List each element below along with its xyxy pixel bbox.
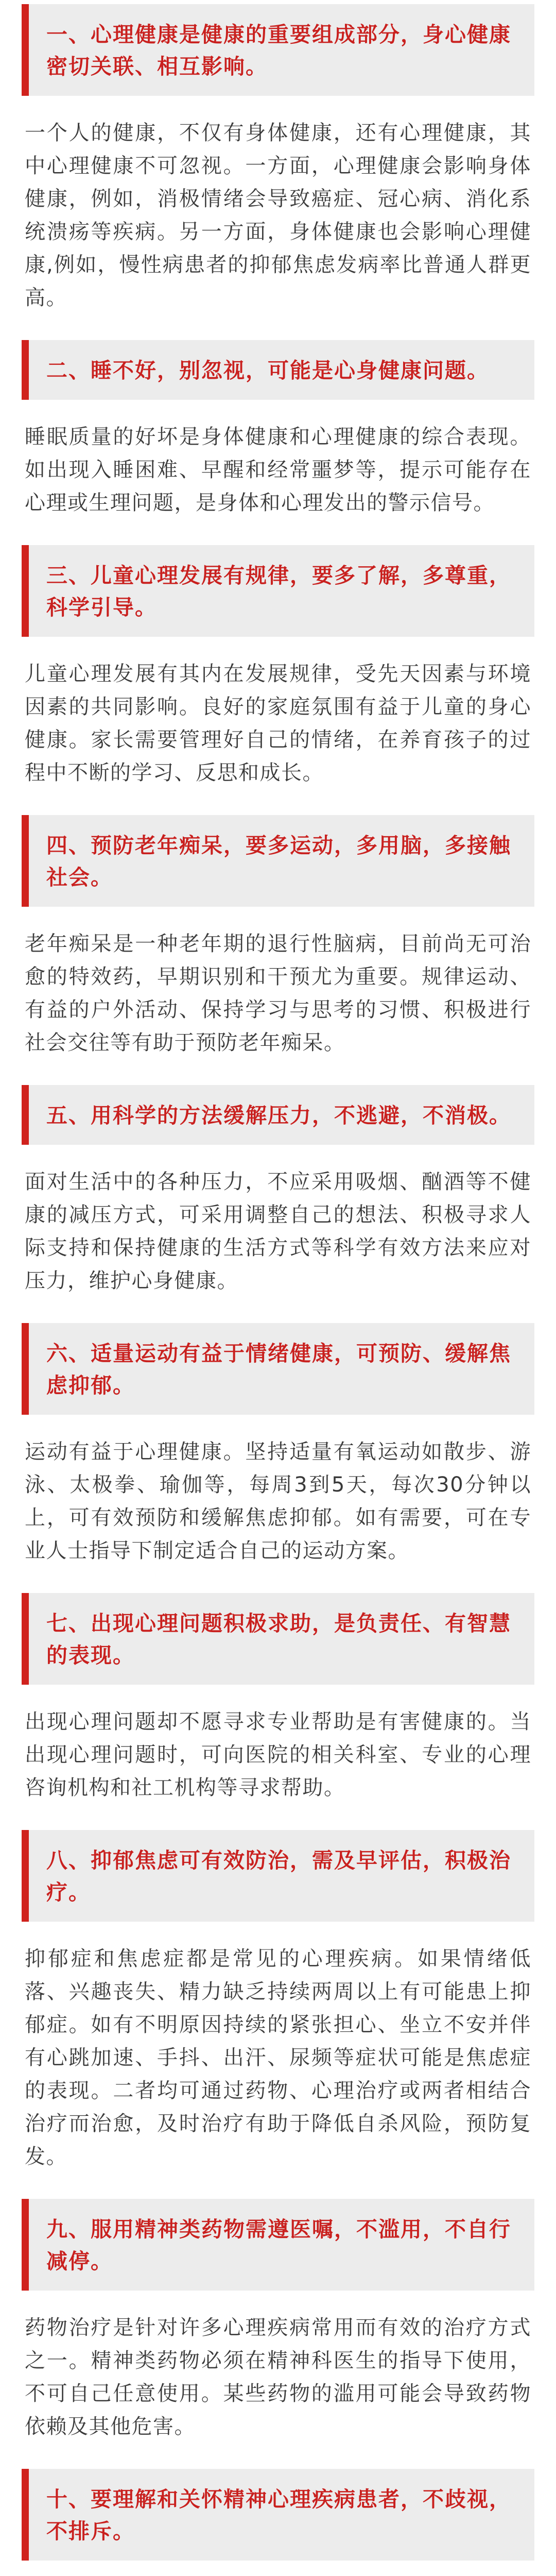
section-heading xyxy=(22,1593,534,1685)
section-body: 一个人的健康，不仅有身体健康，还有心理健康，其中心理健康不可忽视。一方面，心理健康会影响身体健康，例如，消极情绪会导致癌症、冠心病、消化系统溃疡等疾病。另一方面，身体健康也会影响心理健康,例如，慢性病患者的抑郁焦虑发病率比普通人群更高。 xyxy=(25,121,531,310)
section-4 xyxy=(0,815,556,1059)
section-heading-text: 一、心理健康是健康的重要组成部分，身心健康密切关联、相互影响。 xyxy=(46,22,511,79)
section-body: 睡眠质量的好坏是身体健康和心理健康的综合表现。如出现入睡困难、早醒和经常噩梦等，提示可能存在心理或生理问题，是身体和心理发出的警示信号。 xyxy=(25,425,531,515)
section-heading-text: 三、儿童心理发展有规律，要多了解，多尊重，科学引导。 xyxy=(46,563,511,620)
section-2 xyxy=(0,340,556,519)
section-body: 儿童心理发展有其内在发展规律，受先天因素与环境因素的共同影响。良好的家庭氛围有益于儿童的身心健康。家长需要管理好自己的情绪，在养育孩子的过程中不断的学习、反思和成长。 xyxy=(25,662,531,785)
section-1 xyxy=(0,4,556,314)
section-7 xyxy=(0,1593,556,1804)
section-6 xyxy=(0,1323,556,1567)
section-heading xyxy=(22,1085,534,1145)
section-heading-text: 九、服用精神类药物需遵医嘱，不滥用，不自行减停。 xyxy=(46,2217,511,2274)
section-body: 面对生活中的各种压力，不应采用吸烟、酗酒等不健康的减压方式，可采用调整自己的想法、积极寻求人际支持和保持健康的生活方式等科学有效方法来应对压力，维护心身健康。 xyxy=(25,1170,531,1293)
section-8 xyxy=(0,1830,556,2173)
section-heading-text: 二、睡不好，别忽视，可能是心身健康问题。 xyxy=(46,358,489,383)
article xyxy=(0,4,556,2576)
section-heading xyxy=(22,545,534,637)
section-body: 老年痴呆是一种老年期的退行性脑病，目前尚无可治愈的特效药，早期识别和干预尤为重要。规律运动、有益的户外活动、保持学习与思考的习惯、积极进行社会交往等有助于预防老年痴呆。 xyxy=(25,932,531,1055)
section-body: 药物治疗是针对许多心理疾病常用而有效的治疗方式之一。精神类药物必须在精神科医生的指导下使用，不可自己任意使用。某些药物的滥用可能会导致药物依赖及其他危害。 xyxy=(25,2316,531,2438)
section-body: 抑郁症和焦虑症都是常见的心理疾病。如果情绪低落、兴趣丧失、精力缺乏持续两周以上有可能患上抑郁症。如有不明原因持续的紧张担心、坐立不安并伴有心跳加速、手抖、出汗、尿频等症状可能是焦虑症的表现。二者均可通过药物、心理治疗或两者相结合治疗而治愈，及时治疗有助于降低自杀风险，预防复发。 xyxy=(25,1947,531,2168)
section-heading-text: 十、要理解和关怀精神心理疾病患者，不歧视，不排斥。 xyxy=(46,2487,511,2544)
section-body: 出现心理问题却不愿寻求专业帮助是有害健康的。当出现心理问题时，可向医院的相关科室、专业的心理咨询机构和社工机构等寻求帮助。 xyxy=(25,1710,531,1800)
section-heading xyxy=(22,2469,534,2561)
section-body: 运动有益于心理健康。坚持适量有氧运动如散步、游泳、太极拳、瑜伽等，每周3到5天，每次30分钟以上，可有效预防和缓解焦虑抑郁。如有需要，可在专业人士指导下制定适合自己的运动方案。 xyxy=(25,1440,531,1563)
section-heading-text: 五、用科学的方法缓解压力，不逃避，不消极。 xyxy=(46,1103,511,1128)
section-heading xyxy=(22,4,534,96)
section-heading-text: 四、预防老年痴呆，要多运动，多用脑，多接触社会。 xyxy=(46,833,511,890)
section-5 xyxy=(0,1085,556,1297)
section-9 xyxy=(0,2199,556,2443)
section-heading xyxy=(22,815,534,907)
section-heading xyxy=(22,2199,534,2291)
section-heading-text: 六、适量运动有益于情绪健康，可预防、缓解焦虑抑郁。 xyxy=(46,1341,511,1398)
section-10 xyxy=(0,2469,556,2576)
section-heading xyxy=(22,1323,534,1415)
section-heading-text: 七、出现心理问题积极求助，是负责任、有智慧的表现。 xyxy=(46,1611,511,1668)
section-heading xyxy=(22,340,534,400)
section-heading xyxy=(22,1830,534,1922)
section-3 xyxy=(0,545,556,789)
section-heading-text: 八、抑郁焦虑可有效防治，需及早评估，积极治疗。 xyxy=(46,1848,511,1905)
